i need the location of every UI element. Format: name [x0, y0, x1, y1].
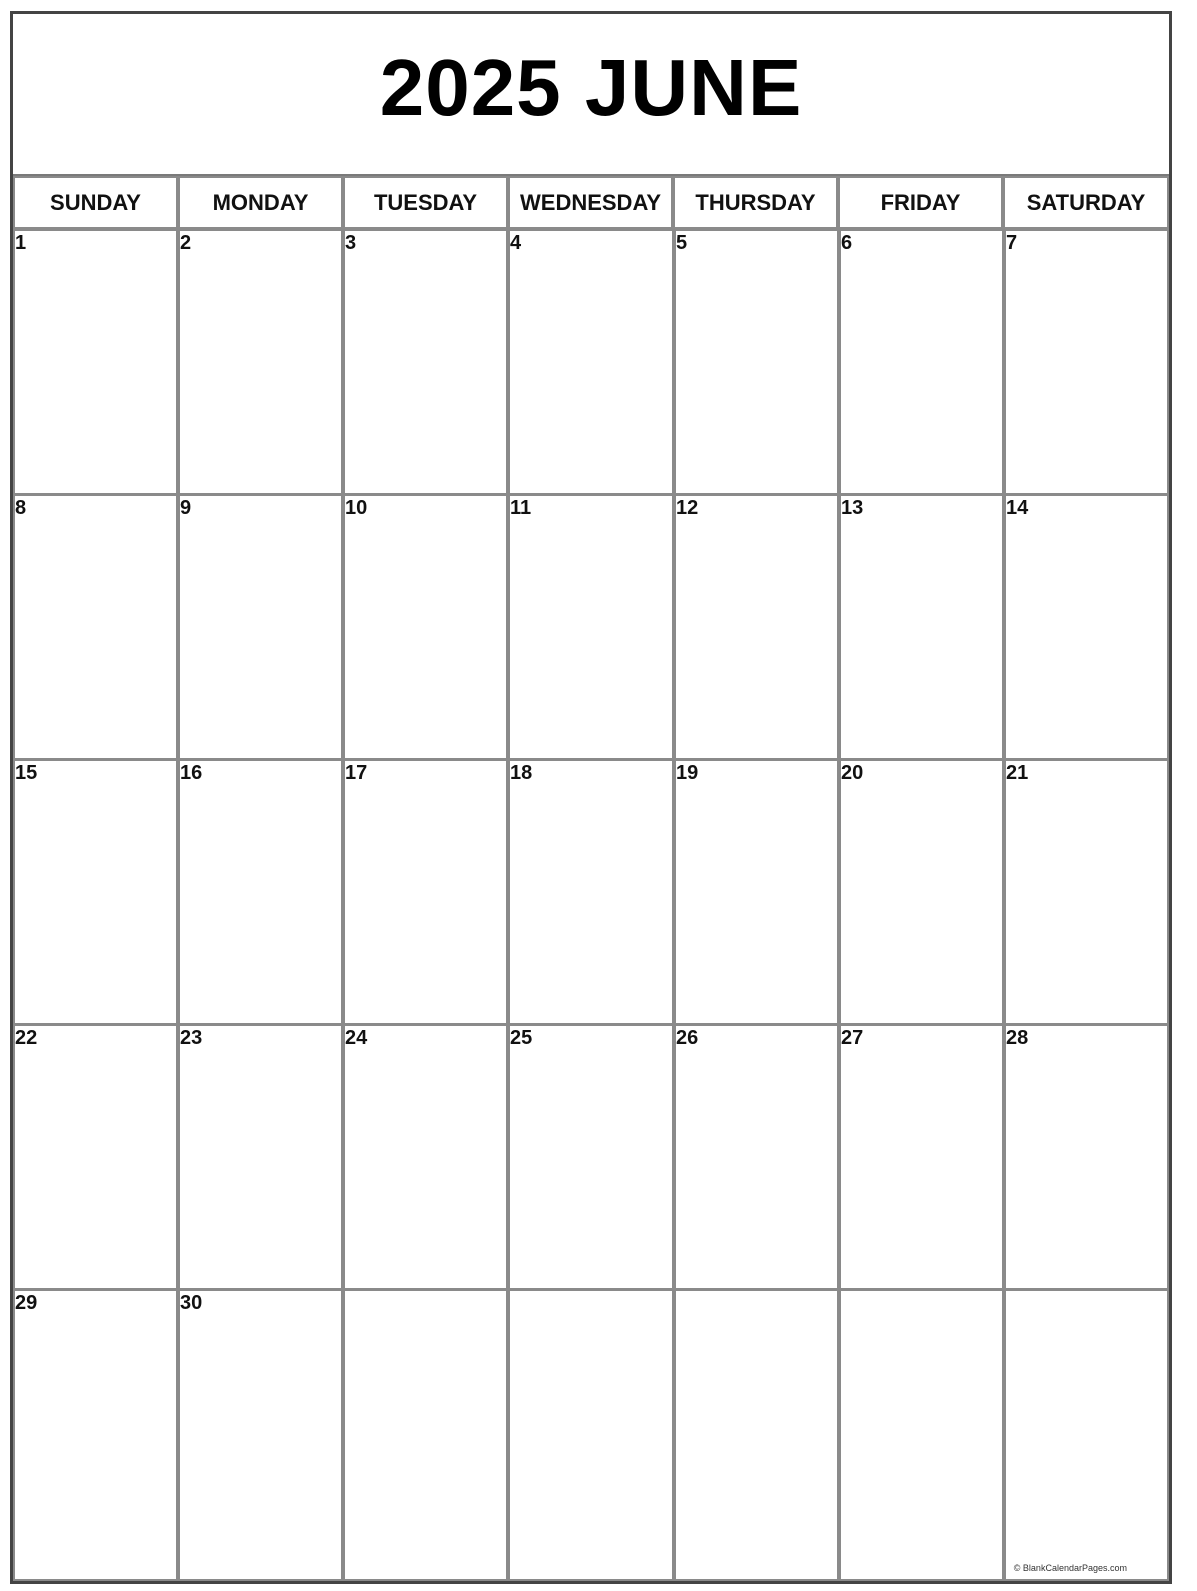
day-number: 17: [345, 762, 368, 784]
day-cell: [178, 1290, 343, 1581]
day-cell: [674, 230, 839, 495]
day-cell: [508, 230, 674, 495]
day-cell: [178, 230, 343, 495]
day-cell: [1004, 230, 1169, 495]
day-cell: [508, 760, 674, 1025]
day-cell: [674, 495, 839, 760]
day-number: 1: [15, 232, 27, 254]
day-number: 10: [345, 497, 368, 519]
copyright-notice: © BlankCalendarPages.com: [1013, 1563, 1127, 1573]
day-number: 2: [180, 232, 192, 254]
day-cell: [178, 495, 343, 760]
day-number: 13: [841, 497, 864, 519]
day-cell: [13, 1290, 178, 1581]
day-number: 23: [180, 1027, 203, 1049]
weekday-wednesday: WEDNESDAY: [508, 176, 673, 230]
weekday-friday: FRIDAY: [838, 176, 1003, 230]
day-cell: [839, 1025, 1004, 1290]
day-number: 4: [510, 232, 522, 254]
day-number: 18: [510, 762, 533, 784]
day-cell: [508, 495, 674, 760]
calendar-page: [10, 11, 1172, 1584]
day-number: 29: [15, 1292, 38, 1314]
day-number: 3: [345, 232, 357, 254]
day-number: 24: [345, 1027, 368, 1049]
weekday-tuesday: TUESDAY: [343, 176, 508, 230]
day-cell: [178, 1025, 343, 1290]
day-cell: [839, 230, 1004, 495]
day-cell: [178, 760, 343, 1025]
day-cell: [1004, 1025, 1169, 1290]
day-number: 30: [180, 1292, 203, 1314]
weekday-header-row: [13, 176, 1169, 230]
day-cell: [13, 1025, 178, 1290]
day-number: 20: [841, 762, 864, 784]
day-cell: [674, 760, 839, 1025]
day-number: 27: [841, 1027, 864, 1049]
day-number: 28: [1006, 1027, 1029, 1049]
day-number: 5: [676, 232, 688, 254]
day-cell: [13, 230, 178, 495]
day-number: 11: [510, 497, 532, 519]
day-cell-empty: [508, 1290, 674, 1581]
day-cell: [343, 760, 508, 1025]
day-cell-empty: [674, 1290, 839, 1581]
day-number: 14: [1006, 497, 1029, 519]
title-bar: [13, 14, 1169, 176]
day-number: 15: [15, 762, 38, 784]
day-number: 25: [510, 1027, 533, 1049]
day-cell: [343, 1025, 508, 1290]
day-cell: [839, 495, 1004, 760]
weekday-thursday: THURSDAY: [673, 176, 838, 230]
day-cell: [13, 495, 178, 760]
day-cell: [343, 495, 508, 760]
weekday-monday: MONDAY: [178, 176, 343, 230]
day-number: 19: [676, 762, 699, 784]
day-grid: [13, 230, 1169, 1581]
day-cell-empty: [1004, 1290, 1169, 1581]
weekday-saturday: SATURDAY: [1003, 176, 1169, 230]
day-cell: [508, 1025, 674, 1290]
day-number: 6: [841, 232, 853, 254]
day-number: 7: [1006, 232, 1018, 254]
day-cell: [13, 760, 178, 1025]
day-cell-empty: [343, 1290, 508, 1581]
weekday-sunday: SUNDAY: [13, 176, 178, 230]
day-cell: [1004, 760, 1169, 1025]
day-number: 9: [180, 497, 192, 519]
calendar-title: 2025 JUNE: [379, 43, 803, 132]
day-number: 16: [180, 762, 203, 784]
day-cell: [1004, 495, 1169, 760]
day-cell: [343, 230, 508, 495]
day-number: 26: [676, 1027, 699, 1049]
day-number: 22: [15, 1027, 38, 1049]
day-cell: [674, 1025, 839, 1290]
day-number: 12: [676, 497, 699, 519]
day-cell: [839, 760, 1004, 1025]
day-number: 21: [1006, 762, 1029, 784]
day-cell-empty: [839, 1290, 1004, 1581]
day-number: 8: [15, 497, 27, 519]
